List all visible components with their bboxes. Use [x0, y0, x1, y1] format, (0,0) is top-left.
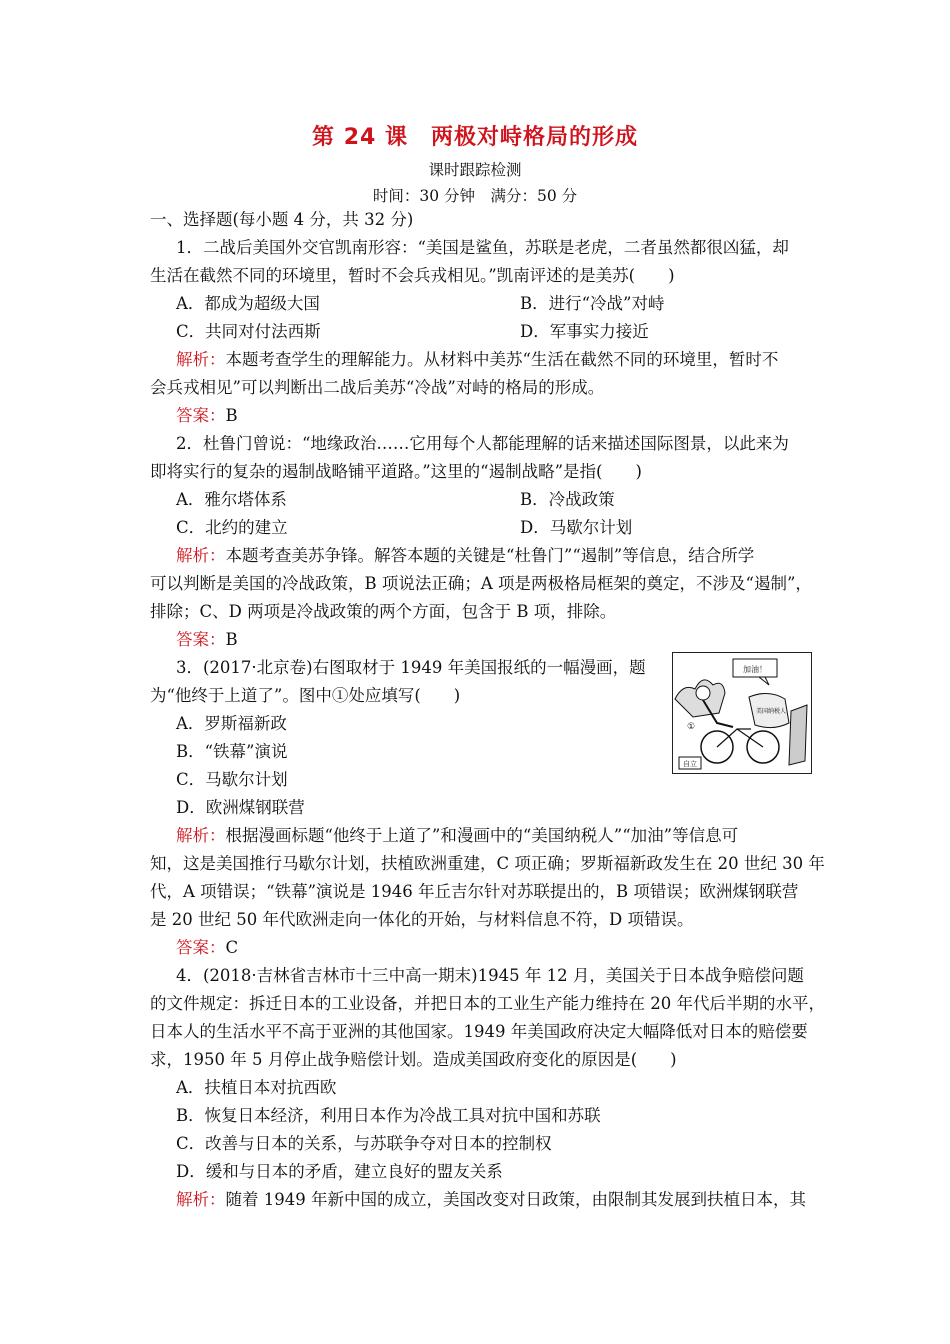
figure-head [696, 686, 710, 700]
q4-option-c: C．改善与日本的关系，与苏联争夺对日本的控制权 [176, 1134, 552, 1153]
q2-option-b: B．冷战政策 [520, 490, 615, 509]
q4-option-d: D．缓和与日本的矛盾，建立良好的盟友关系 [176, 1162, 503, 1181]
q4-stem-line-2: 的文件规定：拆迁日本的工业设备，并把日本的工业生产能力维持在 20 年代后半期的水平， [150, 994, 825, 1013]
q3-stem-line-1: 3．(2017·北京卷)右图取材于 1949 年美国报纸的一幅漫画，题 [176, 658, 646, 677]
q1-answer-value: B [225, 406, 238, 425]
q1-answer [150, 402, 810, 430]
page-subtitle: 课时跟踪检测 [428, 161, 522, 179]
q1-option-b: B．进行“冷战”对峙 [520, 294, 665, 313]
q3-answer [150, 934, 810, 962]
q2-analysis-line-3: 排除；C、D 两项是冷战政策的两个方面，包含于 B 项，排除。 [150, 602, 617, 621]
q3-option-d: D．欧洲煤钢联营 [176, 798, 305, 817]
q4-analysis-text-1: 随着 1949 年新中国的成立，美国改变对日政策，由限制其发展到扶植日本，其 [225, 1190, 806, 1209]
q1-option-a: A．都成为超级大国 [176, 294, 320, 313]
q3-option-c: C．马歇尔计划 [176, 770, 288, 789]
q2-option-c: C．北约的建立 [176, 518, 288, 537]
cartoon-marker-1: ① [686, 722, 696, 732]
q1-stem-line-1: 1．二战后美国外交官凯南形容：“美国是鲨鱼，苏联是老虎，二者虽然都很凶猛，却 [176, 238, 789, 257]
q1-analysis-text-1: 本题考查学生的理解能力。从材料中美苏“生活在截然不同的环境里，暂时不 [225, 350, 779, 369]
q3-analysis-line-2: 知，这是美国推行马歇尔计划，扶植欧洲重建，C 项正确；罗斯福新政发生在 20 世纪 30 年 [150, 854, 825, 873]
q4-analysis-line-1 [150, 1186, 810, 1214]
q2-stem-line-2: 即将实行的复杂的遏制战略铺平道路。”这里的“遏制战略”是指( ) [150, 462, 642, 481]
q3-answer-value: C [225, 938, 239, 957]
q4-stem-line-3: 日本人的生活水平不高于亚洲的其他国家。1949 年美国政府决定大幅降低对日本的赔偿要 [150, 1022, 808, 1041]
q2-analysis-text-1: 本题考查美苏争锋。解答本题的关键是“杜鲁门”“遏制”等信息，结合所学 [225, 546, 755, 565]
q3-analysis-line-3: 代，A 项错误；“铁幕”演说是 1946 年丘吉尔针对苏联提出的，B 项错误；欧洲煤钢联营 [150, 882, 799, 901]
q4-analysis-label: 解析： [176, 1190, 226, 1209]
background-building [789, 705, 807, 765]
q1-options-row-2 [150, 318, 810, 346]
q2-analysis-line-2: 可以判断是美国的冷战政策，B 项说法正确；A 项是两极格局框架的奠定，不涉及“遏制”， [150, 574, 812, 593]
taxpayer-bag-label: 美国纳税人 [755, 708, 787, 715]
q1-analysis-line-2: 会兵戎相见”可以判断出二战后美苏“冷战”对峙的格局的形成。 [150, 378, 605, 397]
q2-option-a: A．雅尔塔体系 [176, 490, 287, 509]
speech-bubble-tail [759, 677, 769, 685]
q2-answer-value: B [225, 630, 238, 649]
q3-analysis-line-1 [150, 822, 810, 850]
q3-analysis-label: 解析： [176, 826, 226, 845]
cartoon-drawing [673, 653, 811, 773]
q1-option-d: D．军事实力接近 [520, 322, 649, 341]
q1-analysis-label: 解析： [176, 350, 226, 369]
q2-answer [150, 626, 810, 654]
q3-option-b: B．“铁幕”演说 [176, 742, 288, 761]
q2-options-row-1 [150, 486, 810, 514]
q3-analysis-line-4: 是 20 世纪 50 年代欧洲走向一体化的开始，与材料信息不符，D 项错误。 [150, 910, 694, 929]
page-title: 第 24 课 两极对峙格局的形成 [312, 125, 638, 150]
q3-stem-line-2: 为“他终于上道了”。图中①处应填写( ) [150, 686, 461, 705]
q2-options-row-2 [150, 514, 810, 542]
q3-analysis-text-1: 根据漫画标题“他终于上道了”和漫画中的“美国纳税人”“加油”等信息可 [225, 826, 739, 845]
q4-option-b: B．恢复日本经济，利用日本作为冷战工具对抗中国和苏联 [176, 1106, 601, 1125]
q3-answer-label: 答案： [176, 938, 226, 957]
q2-stem-line-1: 2．杜鲁门曾说：“地缘政治……它用每个人都能理解的话来描述国际图景，以此来为 [176, 434, 789, 453]
sign-board-text: 自立 [683, 760, 697, 768]
q2-analysis-line-1 [150, 542, 810, 570]
time-score-info: 时间：30 分钟 满分：50 分 [372, 187, 578, 205]
bicycle-frame [717, 729, 763, 747]
q1-options-row-1 [150, 290, 810, 318]
q2-analysis-label: 解析： [176, 546, 226, 565]
q3-option-a: A．罗斯福新政 [176, 714, 287, 733]
q1-option-c: C．共同对付法西斯 [176, 322, 321, 341]
q4-option-a: A．扶植日本对抗西欧 [176, 1078, 337, 1097]
q1-analysis-line-1 [150, 346, 810, 374]
q4-stem-line-1: 4．(2018·吉林省吉林市十三中高一期末)1945 年 12 月，美国关于日本战争赔偿问题 [176, 966, 804, 985]
q4-stem-line-4: 求，1950 年 5 月停止战争赔偿计划。造成美国政府变化的原因是( ) [150, 1050, 677, 1069]
q3-cartoon-image [672, 652, 812, 774]
q1-answer-label: 答案： [176, 406, 226, 425]
q2-option-d: D．马歇尔计划 [520, 518, 633, 537]
section-heading: 一、选择题(每小题 4 分，共 32 分) [150, 210, 414, 229]
q1-stem-line-2: 生活在截然不同的环境里，暂时不会兵戎相见。”凯南评述的是美苏( ) [150, 266, 675, 285]
speech-bubble-text: 加油！ [743, 665, 767, 674]
q2-answer-label: 答案： [176, 630, 226, 649]
